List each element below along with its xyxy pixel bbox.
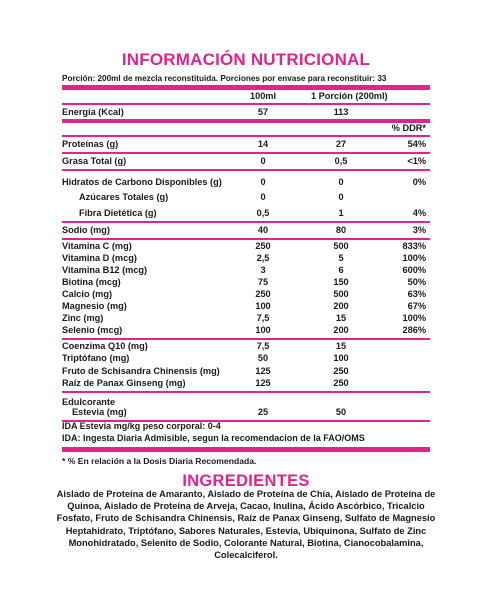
- row-ddr: 833%: [402, 241, 426, 251]
- energy-label: Energía (Kcal): [62, 107, 124, 117]
- table-row: [62, 376, 430, 390]
- row-portion: 250: [333, 378, 349, 388]
- row-portion: 15: [335, 313, 347, 323]
- row-label: Biotina (mcg): [62, 277, 121, 287]
- row-label: Grasa Total (g): [62, 156, 127, 166]
- row-label: Hidratos de Carbono Disponibles (g): [62, 177, 222, 187]
- row-ddr: 100%: [402, 313, 426, 323]
- energy-row: [62, 105, 430, 119]
- row-ddr: 63%: [407, 289, 426, 299]
- row-100ml: 3: [260, 265, 266, 275]
- row-ddr: 50%: [407, 277, 426, 287]
- row-ddr: 100%: [402, 253, 426, 263]
- table-row: [62, 223, 430, 237]
- row-portion: 250: [333, 366, 349, 376]
- row-100ml: 7,5: [256, 313, 270, 323]
- col-portion-header: 1 Porción (200ml): [311, 91, 388, 101]
- row-portion: 15: [335, 341, 347, 351]
- row-label: Vitamina B12 (mcg): [62, 265, 148, 275]
- row-ddr: 0%: [412, 177, 426, 187]
- label-title: INFORMACIÓN NUTRICIONAL: [121, 50, 371, 69]
- table-row: [62, 154, 430, 168]
- row-100ml: 0,5: [256, 208, 270, 218]
- row-portion: 100: [333, 353, 349, 363]
- row-100ml: 0: [260, 156, 266, 166]
- row-ddr: <1%: [407, 156, 426, 166]
- row-portion: 0: [338, 192, 344, 202]
- row-portion: 200: [333, 325, 349, 335]
- row-100ml: 100: [255, 325, 271, 335]
- row-label: Sodio (mg): [62, 225, 110, 235]
- sweetener-portion: 50: [335, 407, 347, 417]
- ida-estevia-note: IDA Estevia mg/kg peso corporal: 0-4: [62, 421, 221, 431]
- row-label: Zinc (mg): [62, 313, 104, 323]
- sweetener-row: [62, 405, 430, 419]
- row-100ml: 50: [257, 353, 269, 363]
- row-100ml: 0: [260, 192, 266, 202]
- divider: [62, 391, 430, 393]
- row-ddr: 54%: [407, 139, 426, 149]
- header-row: [62, 89, 430, 103]
- row-label: Fibra Dietética (g): [79, 208, 157, 218]
- row-label: Proteínas (g): [62, 139, 119, 149]
- serving-info: Porción: 200ml de mezcla reconstituida. Porciones por envase para reconstituir: 33: [62, 74, 387, 83]
- row-100ml: 0: [260, 177, 266, 187]
- table-row: [62, 323, 430, 337]
- row-100ml: 75: [257, 277, 269, 287]
- sweetener-heading: Edulcorante: [62, 397, 116, 407]
- divider: [62, 169, 430, 171]
- sweetener-label: Estevia (mg): [72, 407, 127, 417]
- row-100ml: 2,5: [256, 253, 270, 263]
- table-row: [62, 137, 430, 151]
- ddr-header-row: [62, 121, 430, 135]
- row-label: Azúcares Totales (g): [79, 192, 169, 202]
- table-row: [62, 175, 430, 189]
- row-100ml: 125: [255, 366, 271, 376]
- row-ddr: 3%: [412, 225, 426, 235]
- row-label: Triptófano (mg): [62, 353, 130, 363]
- row-portion: 150: [333, 277, 349, 287]
- energy-portion: 113: [333, 107, 349, 117]
- row-100ml: 250: [255, 241, 271, 251]
- row-portion: 6: [338, 265, 344, 275]
- ddr-header: % DDR*: [391, 123, 426, 133]
- row-label: Raíz de Panax Ginseng (mg): [62, 378, 186, 388]
- row-ddr: 67%: [407, 301, 426, 311]
- row-100ml: 100: [255, 301, 271, 311]
- row-portion: 1: [338, 208, 344, 218]
- row-label: Selenio (mcg): [62, 325, 123, 335]
- row-label: Fruto de Schisandra Chinensis (mg): [62, 366, 220, 376]
- row-100ml: 250: [255, 289, 271, 299]
- row-portion: 500: [333, 289, 349, 299]
- row-label: Calcio (mg): [62, 289, 113, 299]
- row-100ml: 14: [257, 139, 269, 149]
- row-100ml: 7,5: [256, 341, 270, 351]
- row-portion: 0,5: [334, 156, 348, 166]
- footnote: * % En relación a la Dosis Diaria Recomendada.: [62, 456, 257, 466]
- row-label: Coenzima Q10 (mg): [62, 341, 148, 351]
- row-portion: 80: [335, 225, 347, 235]
- energy-100ml: 57: [257, 107, 269, 117]
- ida-definition-note: IDA: Ingesta Diaria Admisible, segun la recomendacion de la FAO/OMS: [62, 433, 365, 443]
- row-label: Vitamina C (mg): [62, 241, 132, 251]
- row-label: Magnesio (mg): [62, 301, 127, 311]
- table-row: [62, 190, 430, 204]
- row-portion: 27: [335, 139, 347, 149]
- ingredients-title: INGREDIENTES: [182, 472, 310, 490]
- row-100ml: 40: [257, 225, 269, 235]
- table-row: [62, 206, 430, 220]
- sweetener-100ml: 25: [257, 407, 269, 417]
- row-ddr: 4%: [412, 208, 426, 218]
- table-row: [62, 351, 430, 365]
- row-portion: 500: [333, 241, 349, 251]
- row-portion: 200: [333, 301, 349, 311]
- row-100ml: 125: [255, 378, 271, 388]
- ingredients-text: Aislado de Proteína de Amaranto, Aislado de Proteína de Chía, Aislado de Proteína de Quinoa, Aislado de Proteína de Arveja, Cacao, Inulina, Ácido Ascórbico, Tricalcio Fosfato, Fruto de Schisandra Chinensis, Raíz de Panax Ginseng, Sulfato de Magnesio Heptahidrato, Triptófano, Sabores Naturales, Estevia, Ubiquinona, Sulfato de Zinc Monohidratado, Selenito de Sodio, Colorante Natural, Biotina, Cianocobalamina, Colecalciferol.: [56, 489, 436, 561]
- row-portion: 0: [338, 177, 344, 187]
- col-100ml-header: 100ml: [249, 91, 277, 101]
- row-label: Vitamina D (mcg): [62, 253, 137, 263]
- row-ddr: 600%: [402, 265, 426, 275]
- bottom-bar: [62, 447, 430, 452]
- row-ddr: 286%: [402, 325, 426, 335]
- row-portion: 5: [338, 253, 344, 263]
